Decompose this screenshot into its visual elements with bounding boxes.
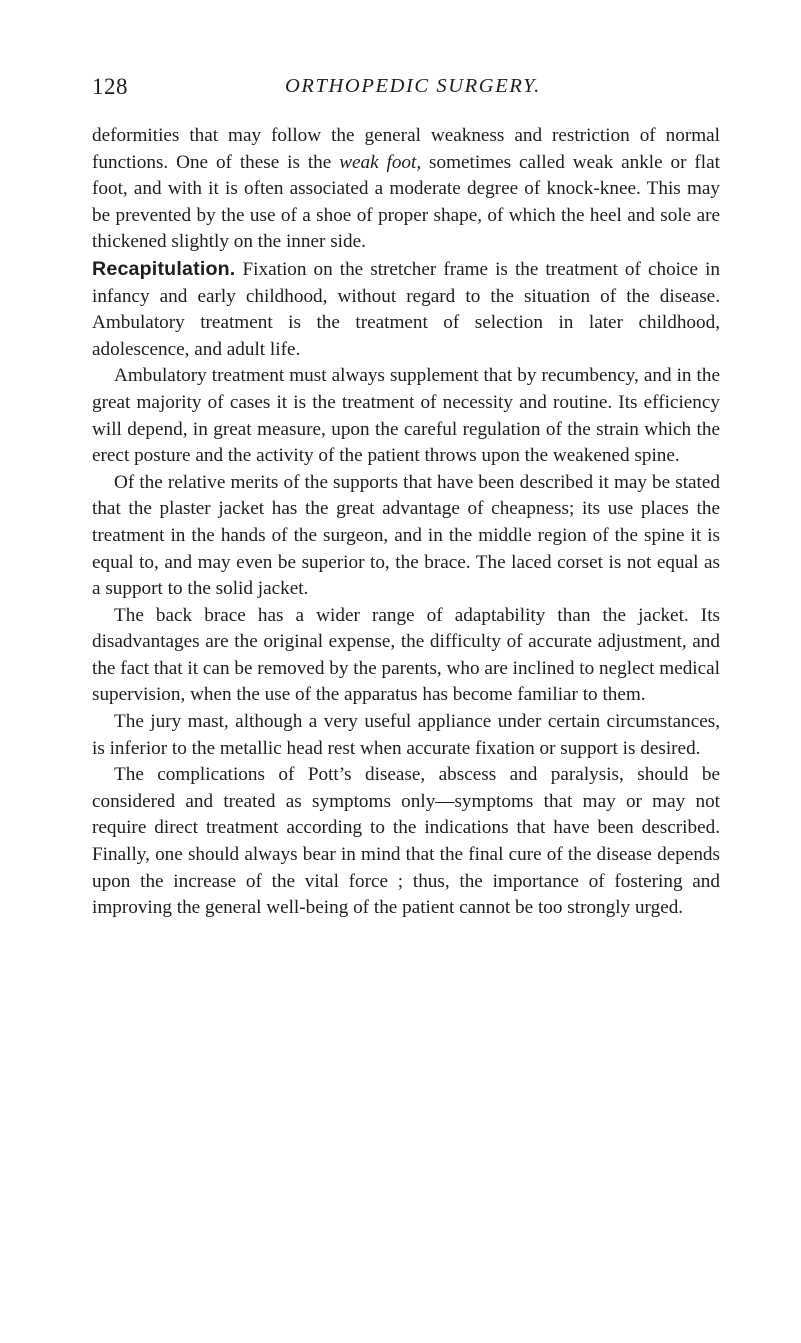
section-heading: Recapitulation.	[92, 257, 236, 280]
page-number: 128	[92, 74, 128, 99]
page-header	[92, 74, 732, 104]
paragraph: Of the relative merits of the supports that have been described it may be stated that the plaster jacket has the great advantage of cheapness; its use places the treatment in the hands of the surgeon, and in the middle region of the spine it is equal to, and may even be superior to, the brace. The laced corset is not equal as a support to the solid jacket.	[92, 471, 720, 600]
running-head: ORTHOPEDIC SURGERY.	[285, 75, 541, 97]
italic-term: weak foot,	[339, 151, 422, 173]
paragraph: The jury mast, although a very useful appliance under certain circumstances, is inferior to the metallic head rest when accurate fixation or support is desired.	[92, 711, 720, 759]
paragraph: deformities that may follow the general weakness and restriction of normal functions. One of these is the weak foot, sometimes called weak ankle or flat foot, and with it is often associated a moderate degree of knock-knee. This may be prevented by the use of a shoe of proper shape, of which the heel and sole are thickened slightly on the inner side.	[92, 125, 720, 253]
paragraph: Ambulatory treatment must always supplement that by recumbency, and in the great majority of cases it is the treatment of necessity and routine. Its efficiency will depend, in great measure, upon the careful regulation of the strain which the erect posture and the activity of the patient throws upon the weakened spine.	[92, 365, 720, 467]
body-text	[92, 123, 720, 922]
paragraph: The back brace has a wider range of adaptability than the jacket. Its disadvantages are the original expense, the difficulty of accurate adjustment, and the fact that it can be removed by the parents, who are inclined to neglect medical supervision, when the use of the apparatus has become familiar to them.	[92, 604, 720, 706]
paragraph: The complications of Pott’s disease, abscess and paralysis, should be considered and treated as symptoms only—symptoms that may or may not require direct treatment according to the indications that have been described. Finally, one should always bear in mind that the final cure of the disease depends upon the increase of the vital force ; thus, the importance of fostering and improving the general well-being of the patient cannot be too strongly urged.	[92, 764, 720, 919]
paragraph-recapitulation: Recapitulation. Fixation on the stretcher frame is the treatment of choice in infancy and early childhood, without regard to the situation of the disease. Ambulatory treatment is the treatment of selection in later childhood, adolescence, and adult life.	[92, 257, 720, 360]
